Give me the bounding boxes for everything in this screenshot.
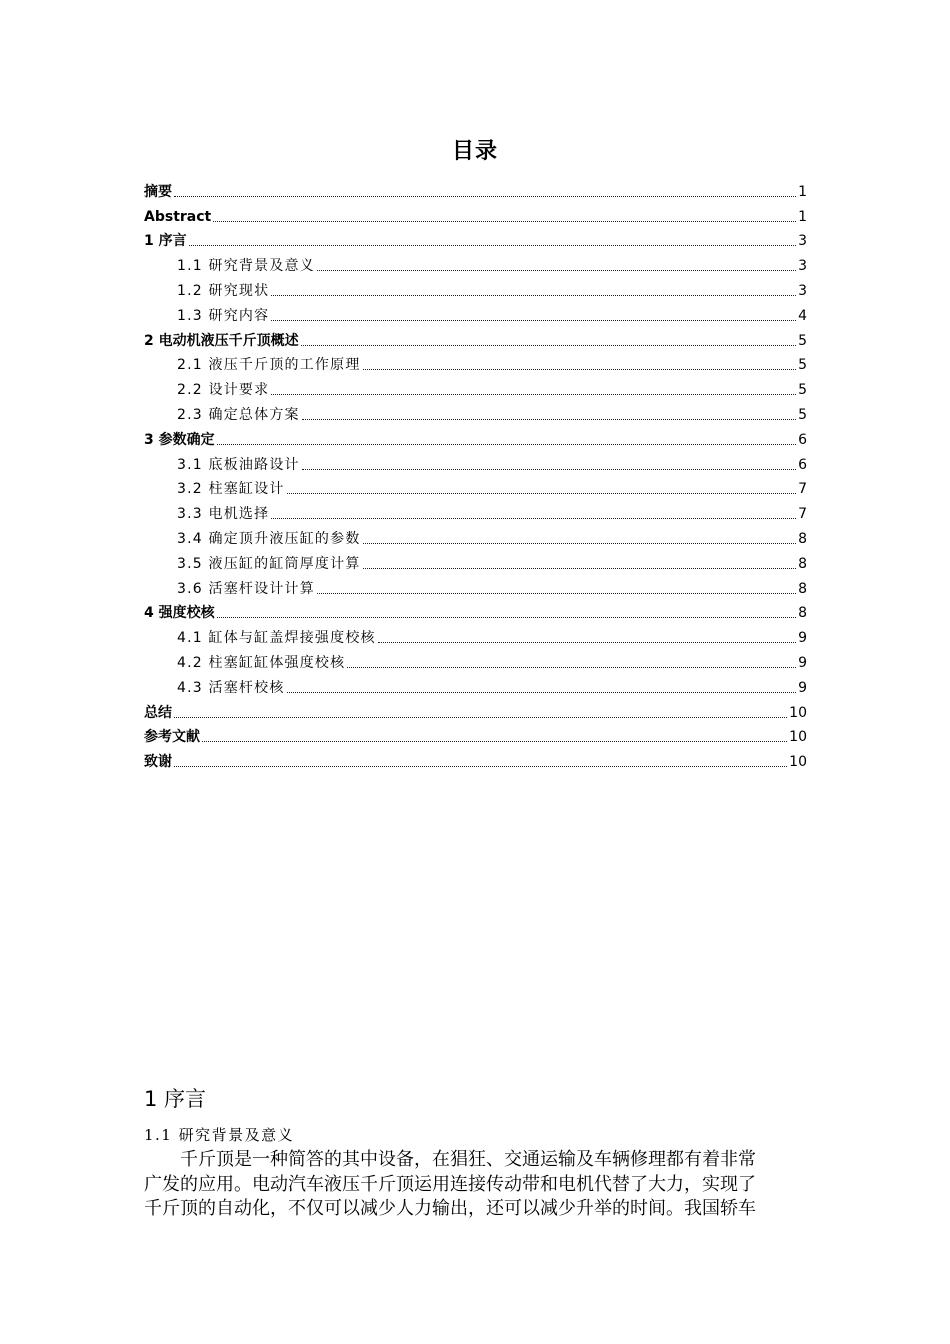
toc-entry[interactable] bbox=[144, 498, 807, 523]
toc-leader-dots bbox=[189, 244, 796, 246]
toc-entry[interactable] bbox=[144, 399, 807, 424]
toc-entry[interactable] bbox=[144, 300, 807, 325]
toc-leader-dots bbox=[174, 765, 787, 767]
toc-entry-label: 4.2 柱塞缸缸体强度校核 bbox=[177, 654, 346, 671]
toc-entry-label: 摘要 bbox=[144, 183, 172, 200]
toc-entry-label: 3.3 电机选择 bbox=[177, 506, 270, 523]
toc-leader-dots bbox=[174, 716, 787, 718]
paragraph-line: 千斤顶是一种简答的其中设备，在猖狂、交通运输及车辆修理都有着非常 bbox=[180, 1149, 756, 1170]
toc-entry-label: 3.2 柱塞缸设计 bbox=[177, 481, 285, 498]
toc-leader-dots bbox=[363, 567, 797, 569]
toc-entry-page: 9 bbox=[798, 679, 807, 696]
toc-entry[interactable] bbox=[144, 325, 807, 350]
toc-entry[interactable] bbox=[144, 548, 807, 573]
toc-entry[interactable] bbox=[144, 201, 807, 226]
toc-entry-page: 9 bbox=[798, 630, 807, 647]
toc-entry-label: 2.1 液压千斤顶的工作原理 bbox=[177, 357, 361, 374]
toc-leader-dots bbox=[271, 319, 796, 321]
toc-entry-label: 2 电动机液压千斤顶概述 bbox=[144, 332, 299, 349]
toc-entry[interactable] bbox=[144, 573, 807, 598]
toc-entry-page: 6 bbox=[798, 431, 807, 448]
toc-leader-dots bbox=[217, 616, 796, 618]
toc-leader-dots bbox=[202, 740, 787, 742]
toc-entry-page: 7 bbox=[798, 506, 807, 523]
toc-entry-page: 5 bbox=[798, 406, 807, 423]
toc-entry-label: 4.3 活塞杆校核 bbox=[177, 679, 285, 696]
toc-leader-dots bbox=[287, 691, 797, 693]
toc-entry-page: 3 bbox=[798, 258, 807, 275]
toc-entry[interactable] bbox=[144, 746, 807, 771]
toc-leader-dots bbox=[302, 418, 796, 420]
toc-entry[interactable] bbox=[144, 672, 807, 697]
toc-entry[interactable] bbox=[144, 250, 807, 275]
toc-leader-dots bbox=[287, 492, 797, 494]
toc-entry-label: 2.2 设计要求 bbox=[177, 382, 270, 399]
toc-entry-page: 4 bbox=[798, 307, 807, 324]
toc-title: 目录 bbox=[451, 139, 498, 164]
body-paragraph bbox=[144, 1148, 806, 1222]
subsection-title: 1.1 研究背景及意义 bbox=[144, 1126, 295, 1144]
toc-leader-dots bbox=[271, 294, 796, 296]
toc-entry-label: 3.6 活塞杆设计计算 bbox=[177, 580, 315, 597]
toc-entry-label: 3.1 底板油路设计 bbox=[177, 456, 300, 473]
toc-entry[interactable] bbox=[144, 226, 807, 251]
paragraph-line: 广发的应用。电动汽车液压千斤顶运用连接传动带和电机代替了大力，实现了 bbox=[144, 1173, 756, 1195]
toc-entry-label: 4 强度校核 bbox=[144, 605, 215, 622]
toc-leader-dots bbox=[302, 468, 796, 470]
toc-leader-dots bbox=[301, 344, 796, 346]
toc-leader-dots bbox=[213, 220, 796, 222]
toc-entry-page: 1 bbox=[798, 208, 807, 225]
toc-leader-dots bbox=[317, 592, 796, 594]
toc-entry[interactable] bbox=[144, 598, 807, 623]
toc-entry-label: 1.3 研究内容 bbox=[177, 307, 270, 324]
toc-entry[interactable] bbox=[144, 275, 807, 300]
toc-entry[interactable] bbox=[144, 697, 807, 722]
toc-entry-page: 10 bbox=[789, 729, 807, 746]
toc-entry-page: 10 bbox=[789, 754, 807, 771]
toc-entry-label: Abstract bbox=[144, 208, 212, 225]
toc-entry[interactable] bbox=[144, 424, 807, 449]
toc-entry-page: 8 bbox=[798, 530, 807, 547]
toc-entry-page: 10 bbox=[789, 704, 807, 721]
toc-entry-label: 3.5 液压缸的缸筒厚度计算 bbox=[177, 555, 361, 572]
toc-entry[interactable] bbox=[144, 523, 807, 548]
toc-entry-label: 1.1 研究背景及意义 bbox=[177, 258, 315, 275]
toc-leader-dots bbox=[271, 393, 796, 395]
toc-entry[interactable] bbox=[144, 374, 807, 399]
toc-entry-label: 3.4 确定顶升液压缸的参数 bbox=[177, 530, 361, 547]
toc-entry-page: 6 bbox=[798, 456, 807, 473]
toc-entry[interactable] bbox=[144, 722, 807, 747]
toc-entry-page: 8 bbox=[798, 555, 807, 572]
toc-entry-label: 致谢 bbox=[144, 754, 172, 771]
toc-leader-dots bbox=[363, 368, 797, 370]
toc-entry[interactable] bbox=[144, 176, 807, 201]
toc-entry-label: 总结 bbox=[144, 704, 172, 721]
toc-entry-page: 9 bbox=[798, 654, 807, 671]
toc-entry-label: 3 参数确定 bbox=[144, 431, 215, 448]
toc-entry-page: 3 bbox=[798, 282, 807, 299]
toc-leader-dots bbox=[217, 443, 796, 445]
toc-entry-label: 4.1 缸体与缸盖焊接强度校核 bbox=[177, 630, 376, 647]
toc-entry-label: 参考文献 bbox=[144, 729, 200, 746]
toc-entry-page: 5 bbox=[798, 332, 807, 349]
section-title: 1 序言 bbox=[144, 1087, 207, 1111]
toc-leader-dots bbox=[363, 542, 797, 544]
toc-entry[interactable] bbox=[144, 350, 807, 375]
toc-entry-page: 7 bbox=[798, 481, 807, 498]
toc-entry[interactable] bbox=[144, 622, 807, 647]
toc-entry-page: 3 bbox=[798, 233, 807, 250]
toc-leader-dots bbox=[271, 517, 796, 519]
toc-entry-page: 8 bbox=[798, 605, 807, 622]
toc-entry-label: 1.2 研究现状 bbox=[177, 282, 270, 299]
toc-entry[interactable] bbox=[144, 474, 807, 499]
toc-entry-label: 1 序言 bbox=[144, 233, 187, 250]
toc-entry-label: 2.3 确定总体方案 bbox=[177, 406, 300, 423]
toc-entry-page: 5 bbox=[798, 357, 807, 374]
table-of-contents bbox=[144, 176, 807, 771]
toc-leader-dots bbox=[317, 269, 796, 271]
toc-entry-page: 1 bbox=[798, 183, 807, 200]
toc-entry-page: 5 bbox=[798, 382, 807, 399]
toc-leader-dots bbox=[174, 195, 796, 197]
toc-entry-page: 8 bbox=[798, 580, 807, 597]
paragraph-line: 千斤顶的自动化，不仅可以减少人力输出，还可以减少升举的时间。我国轿车 bbox=[144, 1198, 756, 1219]
toc-leader-dots bbox=[347, 666, 796, 668]
toc-leader-dots bbox=[378, 641, 796, 643]
toc-entry[interactable] bbox=[144, 647, 807, 672]
toc-entry[interactable] bbox=[144, 449, 807, 474]
